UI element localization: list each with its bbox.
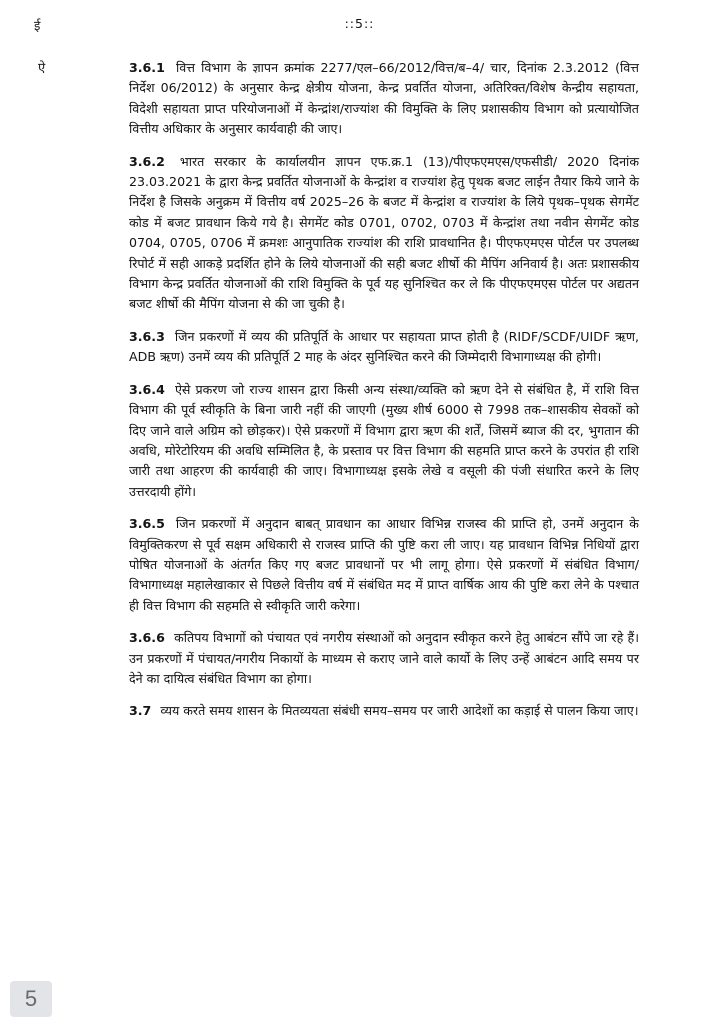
section-text: कतिपय विभागों को पंचायत एवं नगरीय संस्थाओं को अनुदान स्वीकृत करने हेतु आबंटन सौंपे जा रहे हैं। उन प्रकरणों में पंचायत/नगरीय निकायों के माध्यम से कराए जाने वाले कार्यो के लिए उन्हें आबंटन आदि समय पर देने का दायित्व संबंधित विभाग का होगा। [129,630,639,686]
section-3-6-1 [129,58,639,140]
section-number: 3.6.1 [129,60,165,75]
margin-mark: ई [34,19,41,34]
section-text: जिन प्रकरणों में व्यय की प्रतिपूर्ति के आधार पर सहायता प्राप्त होती है (RIDF/SCDF/UIDF ऋण, ADB ऋण) उनमें व्यय की प्रतिपूर्ति 2 माह के अंदर सुनिश्चित करने की जिम्मेदारी विभागाध्यक्ष की होगी। [129,328,639,365]
section-text: वित्त विभाग के ज्ञापन क्रमांक 2277/एल–66/2012/वित्त/ब–4/ चार, दिनांक 2.3.2012 (वित्त निर्देश 06/2012) के अनुसार केन्द्र क्षेत्रीय योजना, केन्द्र प्रवर्तित योजना, अतिरिक्त/विशेष केन्द्रीय सहायता, विदेशी सहायता प्राप्त परियोजनाओं में केन्द्रांश/राज्यांश की विमुक्ति के लिए प्रशासकीय विभाग को प्रत्यायोजित वित्तीय अधिकार के अनुसार कार्यवाही की जाए। [129,60,639,137]
section-text: ऐसे प्रकरण जो राज्य शासन द्वारा किसी अन्य संस्था/व्यक्ति को ऋण देने से संबंधित है, में राशि वित्त विभाग की पूर्व स्वीकृति के बिना जारी नहीं की जाएगी (मुख्य शीर्ष 6000 से 7998 तक–शासकीय सेवकों को दिए जाने वाले अग्रिम को छोड़कर)। ऐसे प्रकरणों में विभाग द्वारा ऋण की शर्तें, जिसमें ब्याज की दर, भुगतान की अवधि, मोरेटोरियम की अवधि सम्मिलित है, के प्रस्ताव पर वित्त विभाग की सहमति प्राप्त करने के उपरांत ही राशि जारी तथा आहरण की कार्यवाही की जाए। विभागाध्यक्ष इसके लेखे व वसूली की पंजी संधारित करने के लिए उत्तरदायी होंगे। [129,381,639,499]
page-number-badge: 5 [10,981,52,1017]
margin-mark: ऐ [38,61,46,76]
document-body [129,58,639,734]
section-3-6-3 [129,327,639,368]
section-number: 3.6.4 [129,381,165,397]
section-number: 3.6.5 [129,516,165,532]
section-number: 3.7 [129,703,152,719]
page-marker: ::5:: [344,16,375,31]
section-number: 3.6.6 [129,630,165,646]
section-number: 3.6.2 [129,153,165,169]
section-text: जिन प्रकरणों में अनुदान बाबत् प्रावधान का आधार विभिन्न राजस्व की प्राप्ति हो, उनमें अनुदान के विमुक्तिकरण से पूर्व सक्षम अधिकारी से राजस्व प्राप्ति की पुष्टि करा ली जाए। यह प्रावधान विभिन्न निधियों द्वारा पोषित योजनाओं के अंतर्गत किए गए बजट प्रावधानों पर भी लागू होगा। ऐसे प्रकरणों में संबंधित विभाग/विभागाध्यक्ष महालेखाकार से पिछले वित्तीय वर्ष में संबंधित मद में प्राप्त वार्षिक आय की पुष्टि करा लेने के पश्चात ही वित्त विभाग की सहमति से स्वीकृति जारी करेगा। [129,516,639,613]
section-3-6-6 [129,628,639,689]
section-3-6-5 [129,514,639,616]
section-text: व्यय करते समय शासन के मितव्ययता संबंधी समय–समय पर जारी आदेशों का कड़ाई से पालन किया जाए। [160,703,639,719]
section-3-6-2 [129,152,639,315]
section-3-6-4 [129,380,639,502]
section-number: 3.6.3 [129,328,165,344]
section-3-7 [129,701,639,721]
section-text: भारत सरकार के कार्यालयीन ज्ञापन एफ.क्र.1 (13)/पीएफएमएस/एफसीडी/ 2020 दिनांक 23.03.2021 के द्वारा केन्द्र प्रवर्तित योजनाओं के केन्द्रांश व राज्यांश हेतु पृथक बजट लाईन तैयार किये जाने के निर्देश है जिसके अनुक्रम में वित्तीय वर्ष 2025–26 के बजट में केन्द्रांश व राज्यांश के लिये पृथक–पृथक सेगमेंट कोड में बजट प्रावधान किये गये है। सेगमेंट कोड 0701, 0702, 0703 में केन्द्रांश तथा नवीन सेगमेंट कोड 0704, 0705, 0706 में क्रमशः आनुपातिक राज्यांश की राशि प्रावधानित है। पीएफएमएस पोर्टल पर उपलब्ध रिपोर्ट में सही आकड़े प्रदर्शित होने के लिये योजनाओं की सही बजट शीर्षो की मैपिंग अनिवार्य है। अतः प्रशासकीय विभाग केन्द्र प्रवर्तित योजनाओं की राशि विमुक्ति के पूर्व यह सुनिश्चित कर ले कि पीएफएमएस पोर्टल पर अद्यतन बजट शीर्षो की मैपिंग योजना से की जा चुकी है। [129,153,639,312]
